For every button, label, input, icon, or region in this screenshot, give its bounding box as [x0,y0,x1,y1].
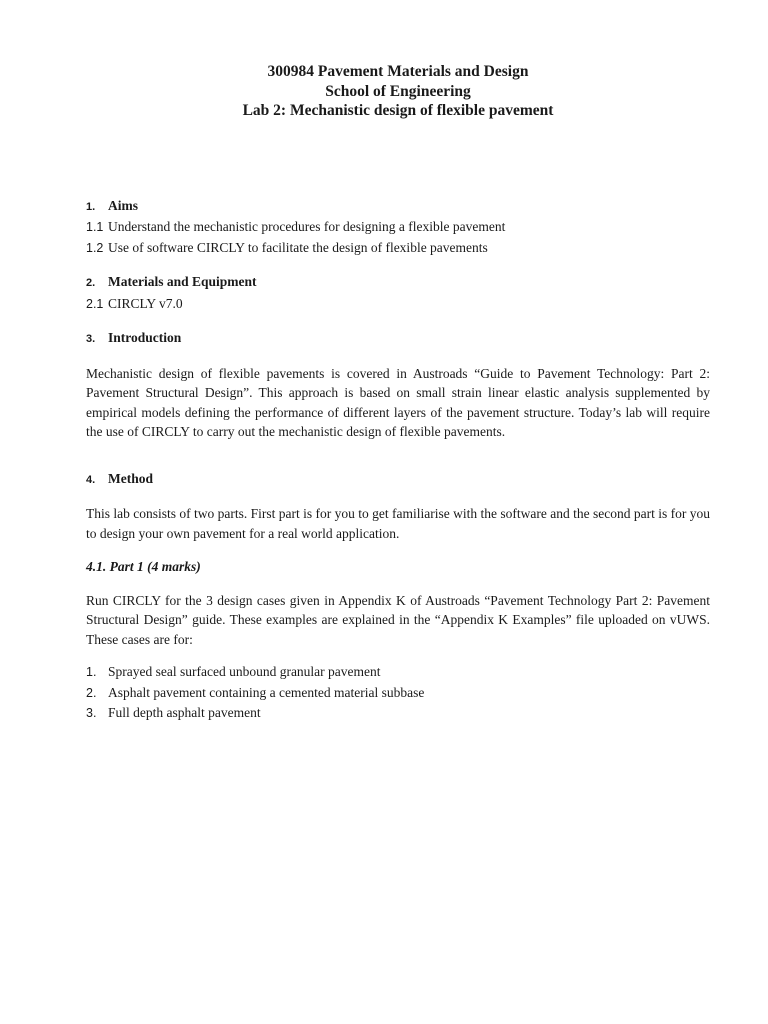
case-text: Sprayed seal surfaced unbound granular pavement [108,664,381,679]
item-number: 2.1 [86,296,104,311]
item-text: CIRCLY v7.0 [108,295,183,311]
method-paragraph: This lab consists of two parts. First part is for you to get familiarise with the software and the second part is for you to design your own pavement for a real world application. [86,506,710,541]
case-number: 2. [86,685,97,700]
section-number: 4. [86,473,96,486]
list-item [86,217,710,238]
section-number: 1. [86,200,96,213]
part1-heading: 4.1. Part 1 (4 marks) [86,559,201,574]
list-item [86,238,710,259]
lab-title: Lab 2: Mechanistic design of flexible pavement [242,102,554,119]
section-number: 2. [86,277,96,289]
section-number: 3. [86,333,96,345]
section-title: Aims [108,197,138,213]
part1-paragraph: Run CIRCLY for the 3 design cases given in Appendix K of Austroads “Pavement Technology Part 2: Pavement Structural Design” guide. These examples are explained in the “Appendix K Examples” file uploaded on vUWS. These cases are for: [86,592,710,647]
introduction-paragraph: Mechanistic design of flexible pavements is covered in Austroads “Guide to Pavement Technology: Part 2: Pavement Structural Design”. This approach is based on small strain linear elastic analysis supplemented by empirical models defining the performance of different layers of the pavement structure. Today’s lab will require the use of CIRCLY to carry out the mechanistic design of flexible pavements. [86,365,710,439]
list-item [86,683,710,704]
item-number: 1.2 [86,240,104,255]
case-text: Asphalt pavement containing a cemented material subbase [108,684,425,700]
case-number: 1. [86,665,97,679]
section-heading-materials [86,272,710,294]
section-heading-method [86,469,710,491]
section-heading-introduction [86,328,710,350]
list-item [86,703,710,724]
course-title: 300984 Pavement Materials and Design [267,63,529,80]
section-title: Materials and Equipment [108,274,257,289]
item-text: Understand the mechanistic procedures for designing a flexible pavement [108,219,506,234]
school-name: School of Engineering [325,82,471,100]
section-title: Method [108,470,153,486]
case-text: Full depth asphalt pavement [108,705,261,720]
case-number: 3. [86,706,97,720]
section-title: Introduction [108,330,182,345]
item-number: 1.1 [86,220,104,234]
page-content [86,62,710,724]
document-title-block [86,62,710,121]
section-heading-aims [86,196,710,218]
list-item [86,662,710,683]
list-item [86,294,710,315]
item-text: Use of software CIRCLY to facilitate the design of flexible pavements [108,239,488,255]
